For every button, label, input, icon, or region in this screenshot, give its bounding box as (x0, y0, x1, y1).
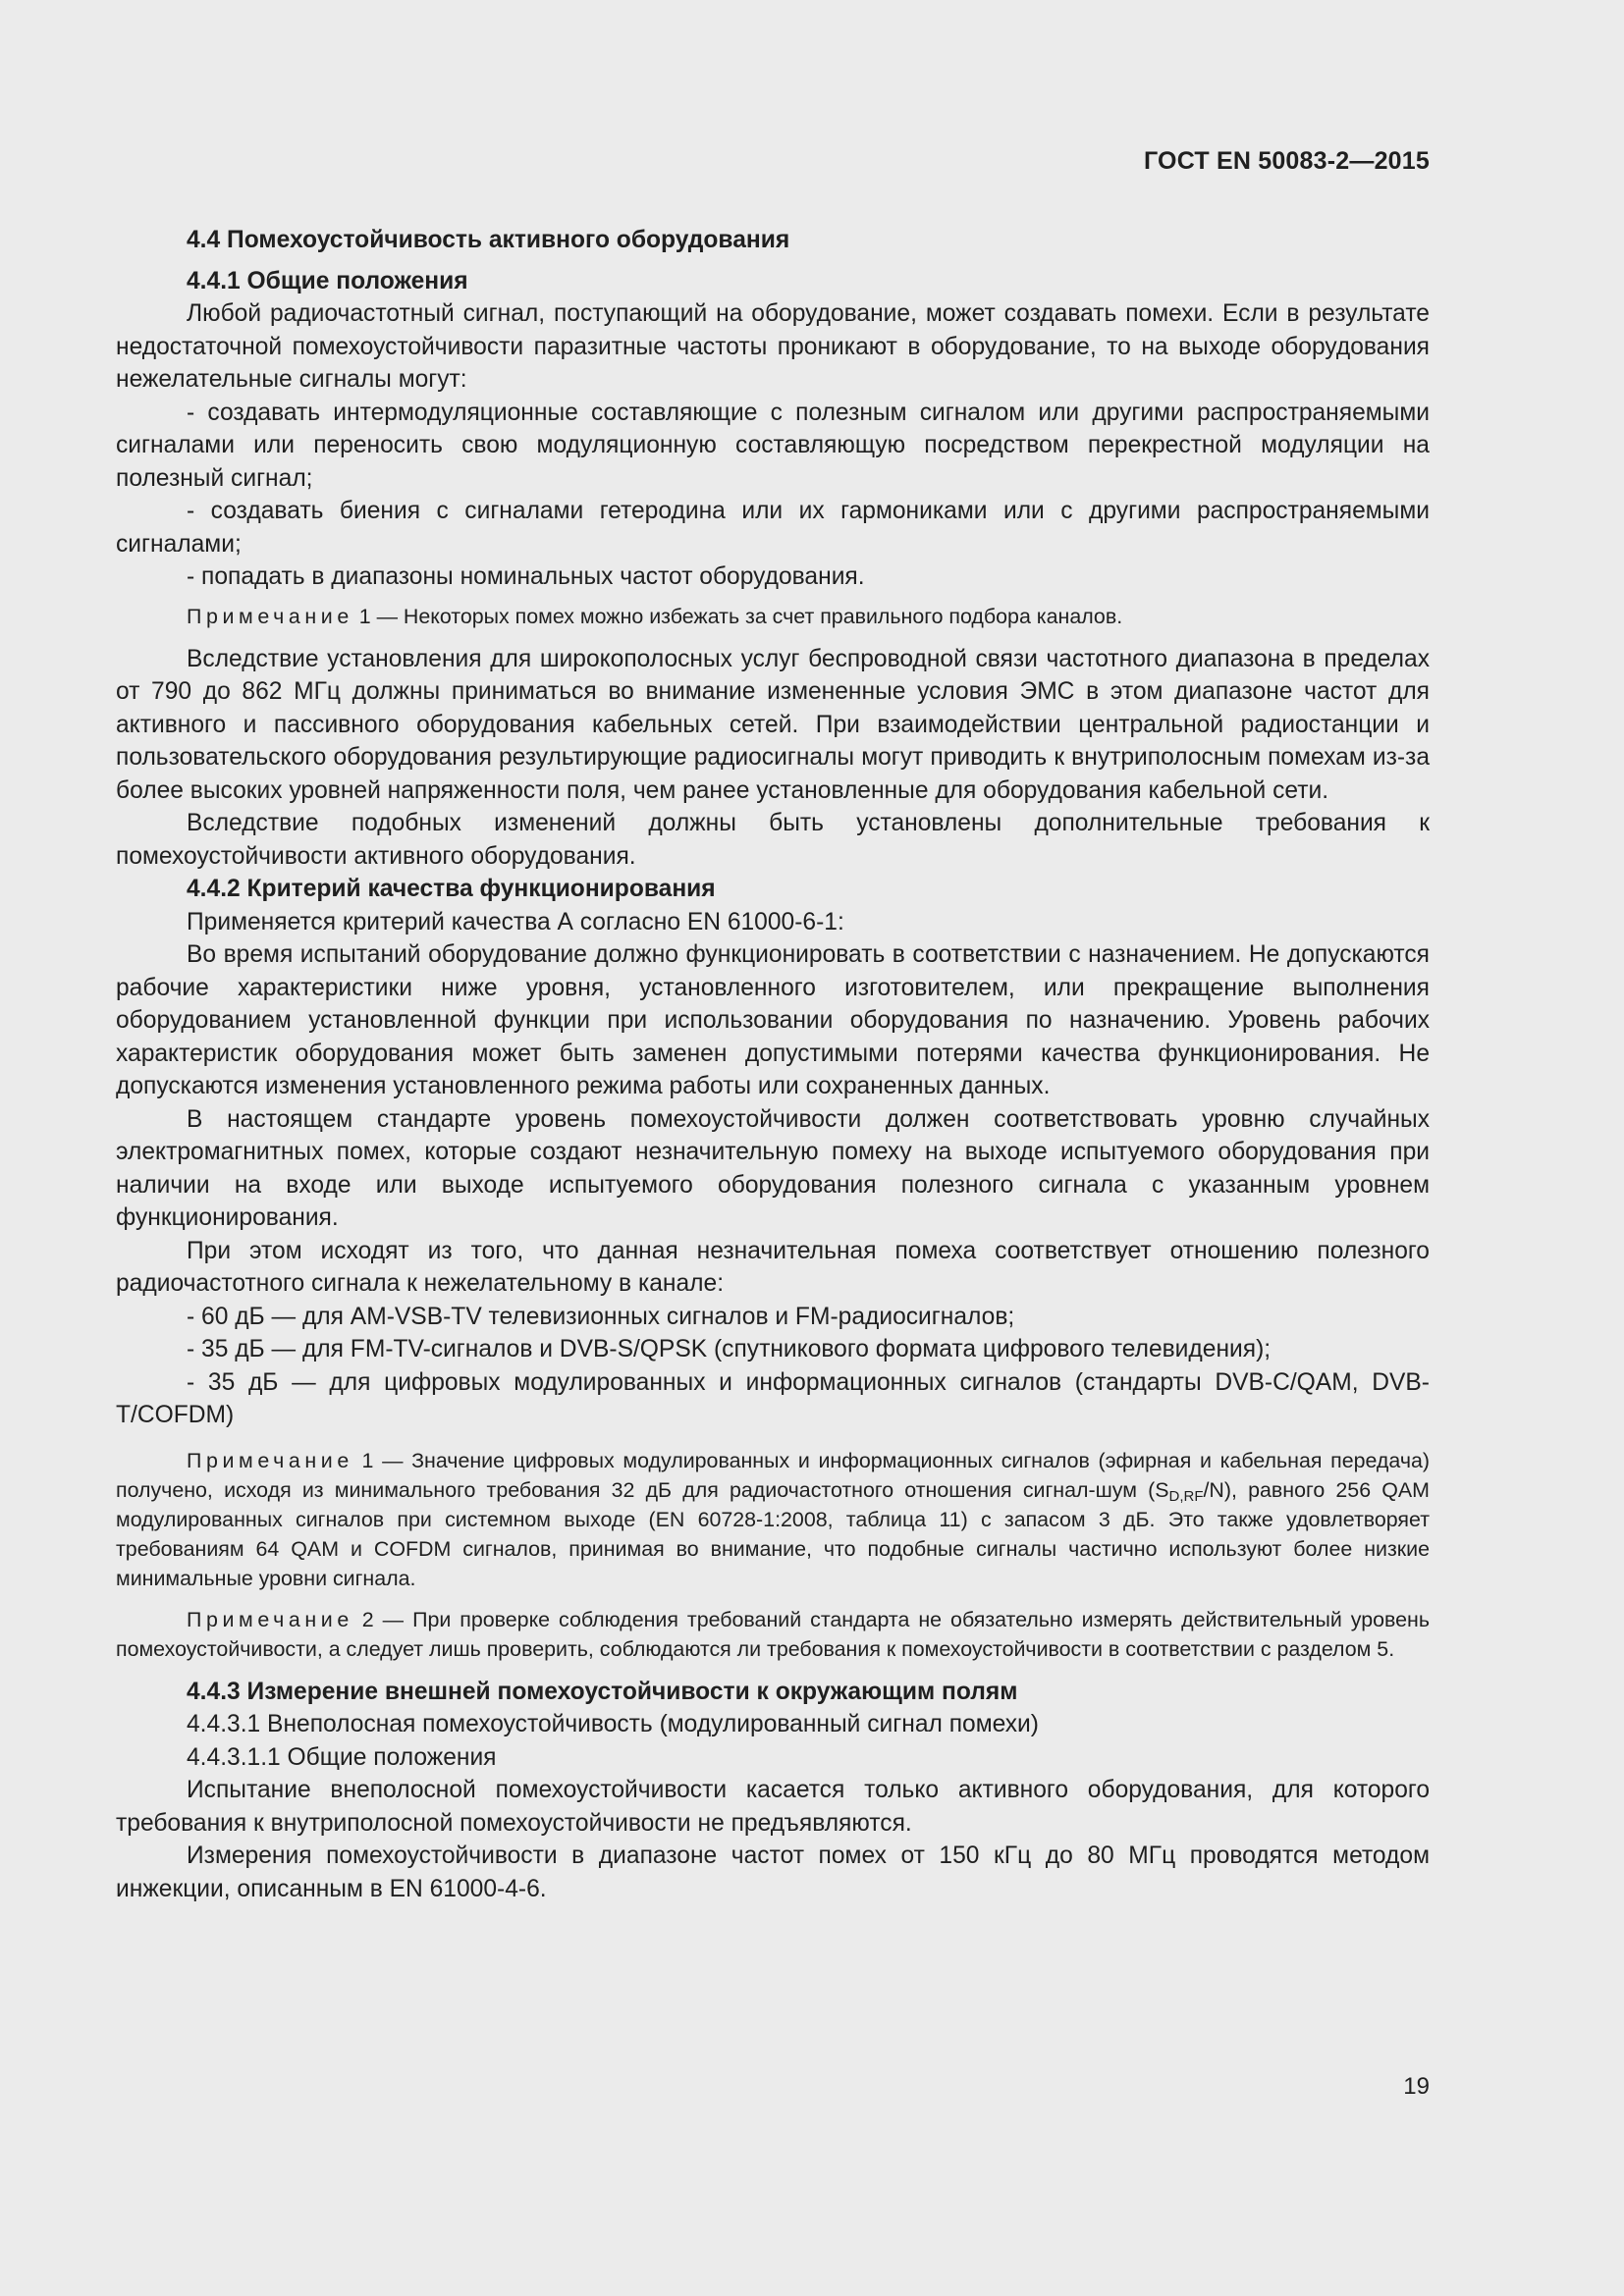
paragraph: Любой радиочастотный сигнал, поступающий на оборудование, может создавать помехи. Если в результате недостаточной помехоустойчивости паразитные частоты проникают в оборудование, то на выходе оборудования нежелательные сигналы могут: (116, 300, 1430, 393)
subsection-heading: 4.4.3.1.1 Общие положения (187, 1743, 497, 1771)
list-item: - 35 дБ — для цифровых модулированных и информационных сигналов (стандарты DVB-C/QAM, DVB-T/COFDM) (116, 1368, 1430, 1428)
page-number: 19 (1403, 2073, 1430, 2100)
subsection-heading: 4.4.3.1 Внеполосная помехоустойчивость (модулированный сигнал помехи) (187, 1711, 1039, 1737)
paragraph: Испытание внеполосной помехоустойчивости касается только активного оборудования, для которого требования к внутриполосной помехоустойчивости не предъявляются. (116, 1777, 1430, 1837)
paragraph: Измерения помехоустойчивости в диапазоне частот помех от 150 кГц до 80 МГц проводятся методом инжекции, описанным в EN 61000-4-6. (116, 1842, 1430, 1902)
paragraph: Во время испытаний оборудование должно функционировать в соответствии с назначением. Не допускаются рабочие характеристики ниже уровня, установленного изготовителем, или прекращение выполнения оборудованием установленной функции при использовании оборудования по назначению. Уровень рабочих характеристик оборудования может быть заменен допустимыми потерями качества функционирования. Не допускаются изменения установленного режима работы или сохраненных данных. (116, 941, 1430, 1099)
note-label: Примечание (187, 604, 353, 628)
note-subscript: D,RF (1168, 1487, 1204, 1505)
note-text: /N), равного 256 QAM модулированных сигналов при системном выходе (EN 60728-1:2008, таблица 11) с запасом 3 дБ. Это также удовлетворяет требованиям 64 QAM и COFDM сигналов, принимая во внимание, что подобные сигналы частично используют более низкие минимальные уровни сигнала. (116, 1477, 1431, 1590)
note (116, 1605, 1430, 1664)
note-label: Примечание (187, 1607, 353, 1631)
note-text: 1 — Значение цифровых модулированных и информационных сигналов (эфирная и кабельная передача) получено, исходя из минимального требования 32 дБ для радиочастотного отношения сигнал-шум (S (116, 1448, 1430, 1502)
paragraph: При этом исходят из того, что данная незначительная помеха соответствует отношению полезного радиочастотного сигнала к нежелательному в канале: (116, 1237, 1430, 1297)
paragraph: Вследствие установления для широкополосных услуг беспроводной связи частотного диапазона в пределах от 790 до 862 МГц должны приниматься во внимание измененные условия ЭМС в этом диапазоне частот для активного и пассивного оборудования кабельных сетей. При взаимодействии центральной радиостанции и пользовательского оборудования результирующие радиосигналы могут приводить к внутриполосным помехам из-за более высоких уровней напряженности поля, чем ранее установленные для оборудования кабельной сети. (116, 645, 1430, 804)
list-item: - создавать биения с сигналами гетеродина или их гармониками или с другими распространяемыми сигналами; (116, 498, 1430, 558)
note-text: 2 — При проверке соблюдения требований стандарта не обязательно измерять действительный уровень помехоустойчивости, а следует лишь проверить, соблюдаются ли требования к помехоустойчивости в соответствии с разделом 5. (116, 1607, 1430, 1661)
document-header: ГОСТ EN 50083-2—2015 (1144, 147, 1430, 175)
list-item: - попадать в диапазоны номинальных частот оборудования. (187, 563, 865, 590)
paragraph: В настоящем стандарте уровень помехоустойчивости должен соответствовать уровню случайных электромагнитных помех, которые создают незначительную помеху на выходе испытуемого оборудования при наличии на входе или выходе испытуемого оборудования полезного сигнала с указанным уровнем функционирования. (116, 1105, 1430, 1231)
list-item: - создавать интермодуляционные составляющие с полезным сигналом или другими распространяемыми сигналами или переносить свою модуляционную составляющую посредством перекрестной модуляции на полезный сигнал; (116, 399, 1430, 492)
list-item: - 60 дБ — для AM-VSB-TV телевизионных сигналов и FM-радиосигналов; (187, 1303, 1015, 1330)
list-item: - 35 дБ — для FM-TV-сигналов и DVB-S/QPSK (спутникового формата цифрового телевидения); (187, 1336, 1272, 1362)
section-heading-4-4: 4.4 Помехоустойчивость активного оборудования (187, 227, 790, 253)
note-text: 1 — Некоторых помех можно избежать за счет правильного подбора каналов. (352, 604, 1123, 628)
note (116, 1446, 1430, 1593)
section-heading-4-4-3: 4.4.3 Измерение внешней помехоустойчивости к окружающим полям (187, 1678, 1018, 1705)
note (116, 602, 1430, 631)
paragraph: Применяется критерий качества А согласно EN 61000-6-1: (187, 908, 844, 935)
section-heading-4-4-2: 4.4.2 Критерий качества функционирования (187, 876, 716, 902)
section-heading-4-4-1: 4.4.1 Общие положения (187, 267, 468, 294)
paragraph: Вследствие подобных изменений должны быть установлены дополнительные требования к помехоустойчивости активного оборудования. (116, 810, 1430, 870)
note-label: Примечание (187, 1448, 353, 1472)
document-body (116, 224, 1430, 1905)
